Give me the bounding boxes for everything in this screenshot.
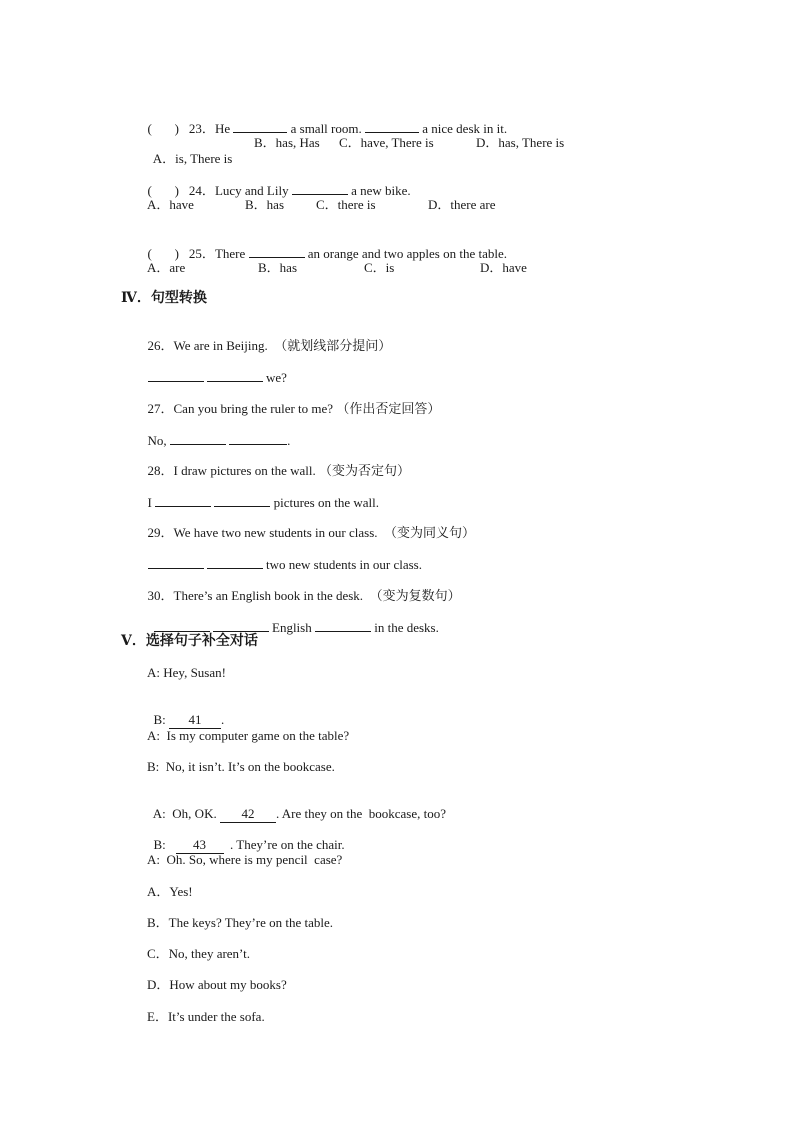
option-d: D．there are [428, 197, 496, 212]
question-23 [141, 104, 507, 137]
question-text: an orange and two apples on the table. [307, 246, 508, 261]
answer-blank [207, 556, 263, 569]
answer-line-26 [141, 353, 287, 386]
answer-text: I [147, 495, 152, 510]
option-b: B．has [258, 260, 298, 275]
dialogue-line [147, 696, 224, 729]
option-a: A．are [147, 260, 186, 275]
answer-blank [154, 619, 210, 632]
option-b: B．has [245, 197, 285, 212]
answer-text: two new students in our class. [266, 557, 422, 572]
answer-blank [233, 120, 287, 133]
answer-text: pictures on the wall. [273, 495, 380, 510]
option-item: C．No, they aren’t. [147, 946, 251, 961]
question-hint: （作出否定回答） [336, 401, 441, 416]
question-28 [141, 447, 410, 479]
question-text: 26．We are in Beijing. [147, 338, 268, 353]
option-item: E．It’s under the sofa. [147, 1009, 265, 1024]
answer-line-30 [147, 603, 439, 636]
option-a: A．have [147, 197, 194, 212]
answer-text: . [287, 433, 291, 448]
answer-blank [229, 432, 287, 445]
answer-blank [214, 494, 270, 507]
answer-line-27 [141, 416, 290, 449]
answer-blank [213, 619, 269, 632]
question-text: 30．There’s an English book in the desk. [147, 588, 364, 603]
blank-number: 42 [220, 806, 276, 823]
question-text: He [214, 121, 231, 136]
question-hint: （变为否定句） [318, 463, 410, 478]
question-number: 25． [188, 246, 215, 261]
option-item: B．The keys? They’re on the table. [147, 915, 334, 930]
question-text: There [214, 246, 246, 261]
answer-blank [315, 619, 371, 632]
option-item: D．How about my books? [147, 977, 287, 992]
question-25 [141, 229, 507, 262]
answer-paren: ( ) [147, 121, 179, 136]
answer-text: No, [147, 433, 167, 448]
option-a: A．is, There is [152, 151, 233, 166]
answer-text: English [272, 620, 312, 635]
question-27 [141, 385, 440, 417]
dialogue-line: A: Is my computer game on the table? [147, 728, 350, 743]
dialogue-line [147, 790, 446, 823]
dialogue-speaker: B: [153, 837, 166, 852]
dialogue-speaker: B: [153, 712, 166, 727]
question-text: Lucy and Lily [214, 183, 289, 198]
option-d: D．has, There is [476, 135, 565, 150]
option-c: C．is [364, 260, 395, 275]
question-hint: （就划线部分提问） [274, 338, 392, 353]
dialogue-text: . They’re on the chair. [230, 837, 345, 852]
dialogue-line: A: Oh. So, where is my pencil case? [147, 852, 343, 867]
blank-number: 41 [169, 712, 221, 729]
answer-text: in the desks. [374, 620, 439, 635]
answer-blank [148, 556, 204, 569]
question-24 [141, 166, 411, 199]
question-hint: （变为复数句） [369, 588, 461, 603]
option-item: A．Yes! [147, 884, 193, 899]
question-text: a small room. [290, 121, 362, 136]
answer-blank [155, 494, 211, 507]
question-23-options [147, 135, 232, 167]
option-d: D．have [480, 260, 527, 275]
blank-number: 43 [176, 837, 224, 854]
question-text: 28．I draw pictures on the wall. [147, 463, 316, 478]
answer-blank [207, 369, 263, 382]
option-b: B．has, Has [254, 135, 320, 150]
answer-blank [292, 182, 348, 195]
question-hint: （变为同义句） [384, 525, 476, 540]
section-heading: Ⅳ．句型转换 [121, 291, 207, 306]
answer-blank [148, 369, 204, 382]
dialogue-text: . [221, 712, 225, 727]
question-text: 29．We have two new students in our class. [147, 525, 378, 540]
question-number: 24． [188, 183, 215, 198]
dialogue-line [147, 821, 345, 854]
answer-text: we? [266, 370, 287, 385]
answer-line-29 [141, 540, 422, 573]
option-c: C．there is [316, 197, 376, 212]
question-text: a new bike. [351, 183, 411, 198]
answer-blank [170, 432, 226, 445]
answer-blank [249, 245, 305, 258]
answer-blank [365, 120, 419, 133]
question-text: 27．Can you bring the ruler to me? [147, 401, 334, 416]
dialogue-line: A: Hey, Susan! [147, 665, 226, 680]
answer-paren: ( ) [147, 183, 179, 198]
dialogue-text: . Are they on the bookcase, too? [275, 806, 447, 821]
dialogue-line: B: No, it isn’t. It’s on the bookcase. [147, 759, 335, 774]
question-text: a nice desk in it. [422, 121, 508, 136]
question-30 [141, 572, 461, 604]
answer-paren: ( ) [147, 246, 179, 261]
question-number: 23． [188, 121, 215, 136]
answer-line-28 [141, 478, 379, 511]
dialogue-text: A: Oh, OK. [152, 806, 217, 821]
option-c: C．have, There is [339, 135, 434, 150]
section-heading: Ⅴ．选择句子补全对话 [121, 634, 258, 649]
question-26 [141, 322, 391, 354]
question-29 [141, 509, 475, 541]
